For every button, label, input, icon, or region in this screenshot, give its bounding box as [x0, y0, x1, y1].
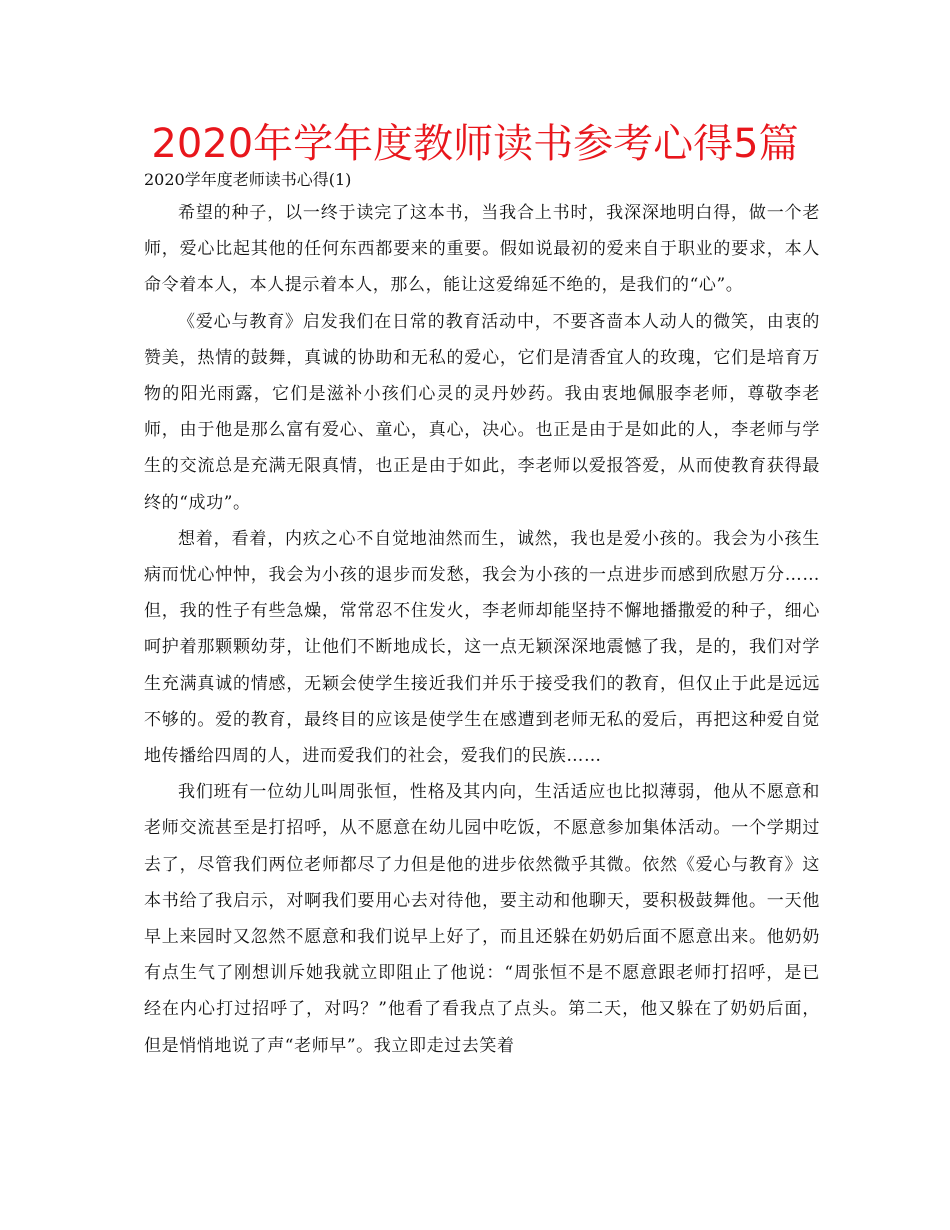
document-body	[144, 195, 820, 1064]
document-title: 2020年学年度教师读书参考心得5篇	[151, 121, 799, 167]
document-subtitle: 2020学年度老师读书心得(1)	[144, 170, 352, 189]
body-paragraph: 希望的种子，以一终于读完了这本书，当我合上书时，我深深地明白得，做一个老师，爱心比起其他的任何东西都要来的重要。假如说最初的爱来自于职业的要求，本人命令着本人，本人提示着本人，那么，能让这爱绵延不绝的，是我们的“心”。	[144, 203, 820, 296]
body-paragraph: 想着，看着，内疚之心不自觉地油然而生，诚然，我也是爱小孩的。我会为小孩生病而忧心忡忡，我会为小孩的退步而发愁，我会为小孩的一点进步而感到欣慰万分……但，我的性子有些急燥，常常忍不住发火，李老师却能坚持不懈地播撒爱的种子，细心呵护着那颗颗幼芽，让他们不断地成长，这一点无颖深深地震憾了我，是的，我们对学生充满真诚的情感，无颖会使学生接近我们并乐于接受我们的教育，但仅止于此是远远不够的。爱的教育，最终目的应该是使学生在感遭到老师无私的爱后，再把这种爱自觉地传播给四周的人，进而爱我们的社会，爱我们的民族……	[144, 528, 820, 767]
body-paragraph: 我们班有一位幼儿叫周张恒，性格及其内向，生活适应也比拟薄弱，他从不愿意和老师交流甚至是打招呼，从不愿意在幼儿园中吃饭，不愿意参加集体活动。一个学期过去了，尽管我们两位老师都尽了力但是他的进步依然微乎其微。依然《爱心与教育》这本书给了我启示，对啊我们要用心去对待他，要主动和他聊天，要积极鼓舞他。一天他早上来园时又忽然不愿意和我们说早上好了，而且还躲在奶奶后面不愿意出来。他奶奶有点生气了刚想训斥她我就立即阻止了他说：“周张恒不是不愿意跟老师打招呼，是已经在内心打过招呼了，对吗？”他看了看我点了点头。第二天，他又躲在了奶奶后面，但是悄悄地说了声“老师早”。我立即走过去笑着	[144, 782, 820, 1056]
body-paragraph: 《爱心与教育》启发我们在日常的教育活动中，不要吝啬本人动人的微笑，由衷的赞美，热情的鼓舞，真诚的协助和无私的爱心，它们是清香宜人的玫瑰，它们是培育万物的阳光雨露，它们是滋补小孩们心灵的灵丹妙药。我由衷地佩服李老师，尊敬李老师，由于他是那么富有爱心、童心，真心，决心。也正是由于是如此的人，李老师与学生的交流总是充满无限真情，也正是由于如此，李老师以爱报答爱，从而使教育获得最终的“成功”。	[144, 311, 820, 513]
